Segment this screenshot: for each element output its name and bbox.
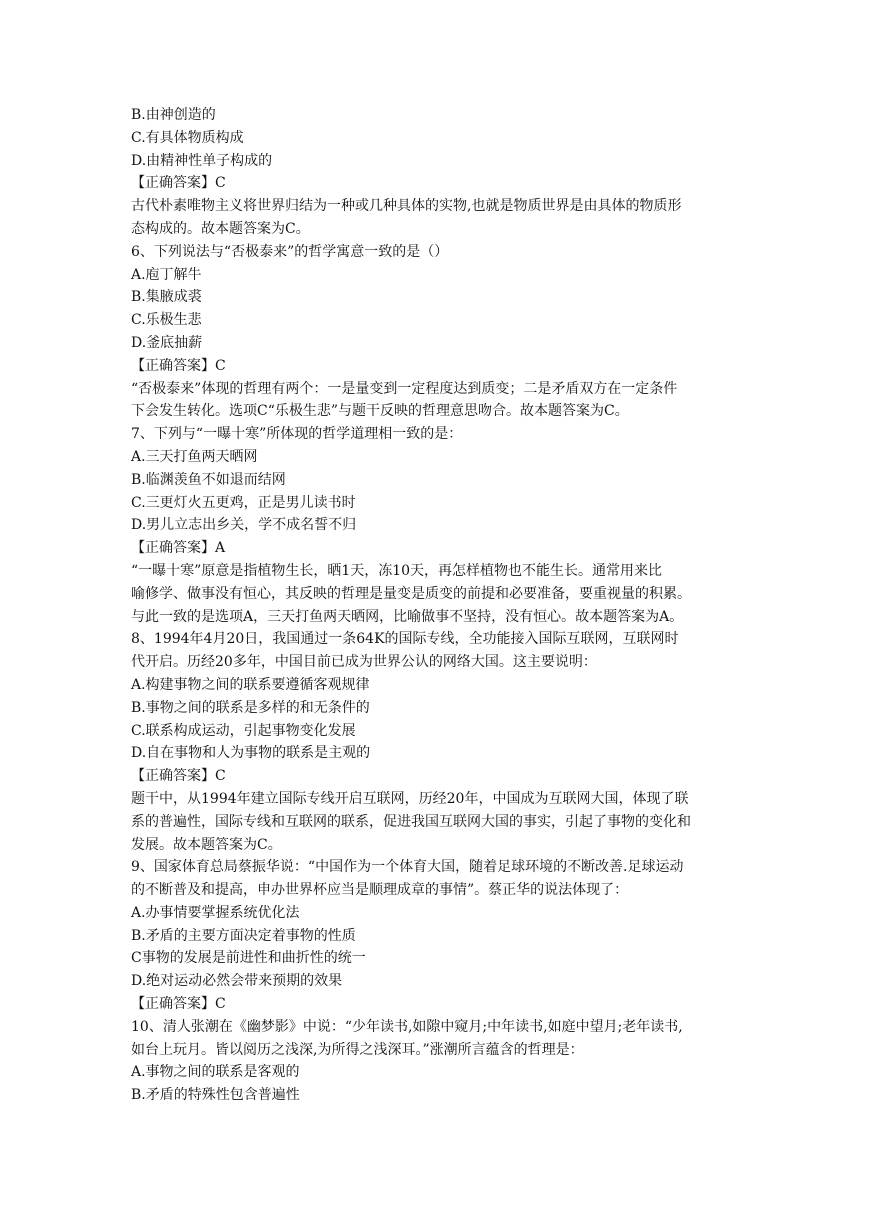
option-line: A.事物之间的联系是客观的 [131, 1064, 300, 1081]
question-line: 10、清人张潮在《幽梦影》中说：“少年读书,如隙中窥月;中年读书,如庭中望月;老年读书, [131, 1018, 683, 1035]
option-line: C.联系构成运动，引起事物变化发展 [131, 722, 356, 739]
option-line: D.绝对运动必然会带来预期的效果 [131, 973, 343, 990]
option-line: C.有具体物质构成 [131, 129, 244, 146]
question-line: 如台上玩月。皆以阅历之浅深,为所得之浅深耳。”涨潮所言蕴含的哲理是： [131, 1041, 584, 1058]
question-line: 7、下列与“一曝十寒”所体现的哲学道理相一致的是： [131, 426, 463, 443]
explanation-line: 喻修学、做事没有恒心，其反映的哲理是量变是质变的前提和必要准备，要重视量的积累。 [131, 585, 691, 602]
question-line: 9、国家体育总局蔡振华说：“中国作为一个体育大国，随着足球环境的不断改善.足球运动 [131, 859, 684, 876]
explanation-line: 系的普遍性，国际专线和互联网的联系，促进我国互联网大国的事实，引起了事物的变化和 [131, 813, 691, 830]
explanation-line: “否极泰来”体现的哲理有两个：一是量变到一定程度达到质变；二是矛盾双方在一定条件 [131, 380, 678, 397]
option-line: D.男儿立志出乡关，学不成名誓不归 [131, 517, 357, 534]
answer-line: 【正确答案】A [131, 540, 226, 557]
explanation-line: 发展。故本题答案为C。 [131, 836, 282, 853]
option-line: B.矛盾的主要方面决定着事物的性质 [131, 927, 356, 944]
option-line: C.乐极生悲 [131, 312, 202, 329]
question-line: 代开启。历经20多年，中国目前已成为世界公认的网络大国。这主要说明： [131, 654, 597, 671]
answer-line: 【正确答案】C [131, 996, 226, 1013]
answer-line: 【正确答案】C [131, 768, 226, 785]
option-line: B.由神创造的 [131, 107, 216, 123]
option-line: C事物的发展是前进性和曲折性的统一 [131, 950, 366, 967]
option-line: A.三天打鱼两天晒网 [131, 448, 258, 465]
explanation-line: 与此一致的是选项A，三天打鱼两天晒网，比喻做事不坚持，没有恒心。故本题答案为A。 [131, 608, 684, 625]
option-line: A.办事情要掌握系统优化法 [131, 904, 300, 921]
explanation-line: 下会发生转化。选项C“乐极生悲”与题干反映的哲理意思吻合。故本题答案为C。 [131, 403, 629, 420]
option-line: A.庖丁解牛 [131, 266, 202, 283]
option-line: B.集腋成裘 [131, 289, 202, 306]
option-line: D.釜底抽薪 [131, 334, 203, 351]
answer-line: 【正确答案】C [131, 357, 226, 374]
option-line: A.构建事物之间的联系要遵循客观规律 [131, 676, 370, 693]
option-line: D.由精神性单子构成的 [131, 152, 273, 169]
option-line: D.自在事物和人为事物的联系是主观的 [131, 745, 371, 762]
explanation-line: 古代朴素唯物主义将世界归结为一种或几种具体的实物,也就是物质世界是由具体的物质形 [131, 198, 682, 215]
option-line: C.三更灯火五更鸡，正是男儿读书时 [131, 494, 356, 511]
question-line: 的不断普及和提高，申办世界杯应当是顺理成章的事情”。蔡正华的说法体现了： [131, 882, 629, 899]
explanation-line: 态构成的。故本题答案为C。 [131, 220, 310, 237]
answer-line: 【正确答案】C [131, 175, 226, 192]
option-line: B.矛盾的特殊性包含普遍性 [131, 1087, 300, 1104]
document-page [131, 104, 751, 1107]
option-line: B.事物之间的联系是多样的和无条件的 [131, 699, 370, 716]
explanation-line: “一曝十寒”原意是指植物生长，晒1天，冻10天，再怎样植物也不能生长。通常用来比 [131, 562, 663, 579]
question-line: 6、下列说法与“否极泰来”的哲学寓意一致的是（） [131, 243, 449, 260]
explanation-line: 题干中，从1994年建立国际专线开启互联网，历经20年，中国成为互联网大国，体现了联 [131, 790, 689, 807]
option-line: B.临渊羡鱼不如退而结网 [131, 471, 286, 488]
question-line: 8、1994年4月20日，我国通过一条64K的国际专线，全功能接入国际互联网，互联网时 [131, 631, 679, 648]
